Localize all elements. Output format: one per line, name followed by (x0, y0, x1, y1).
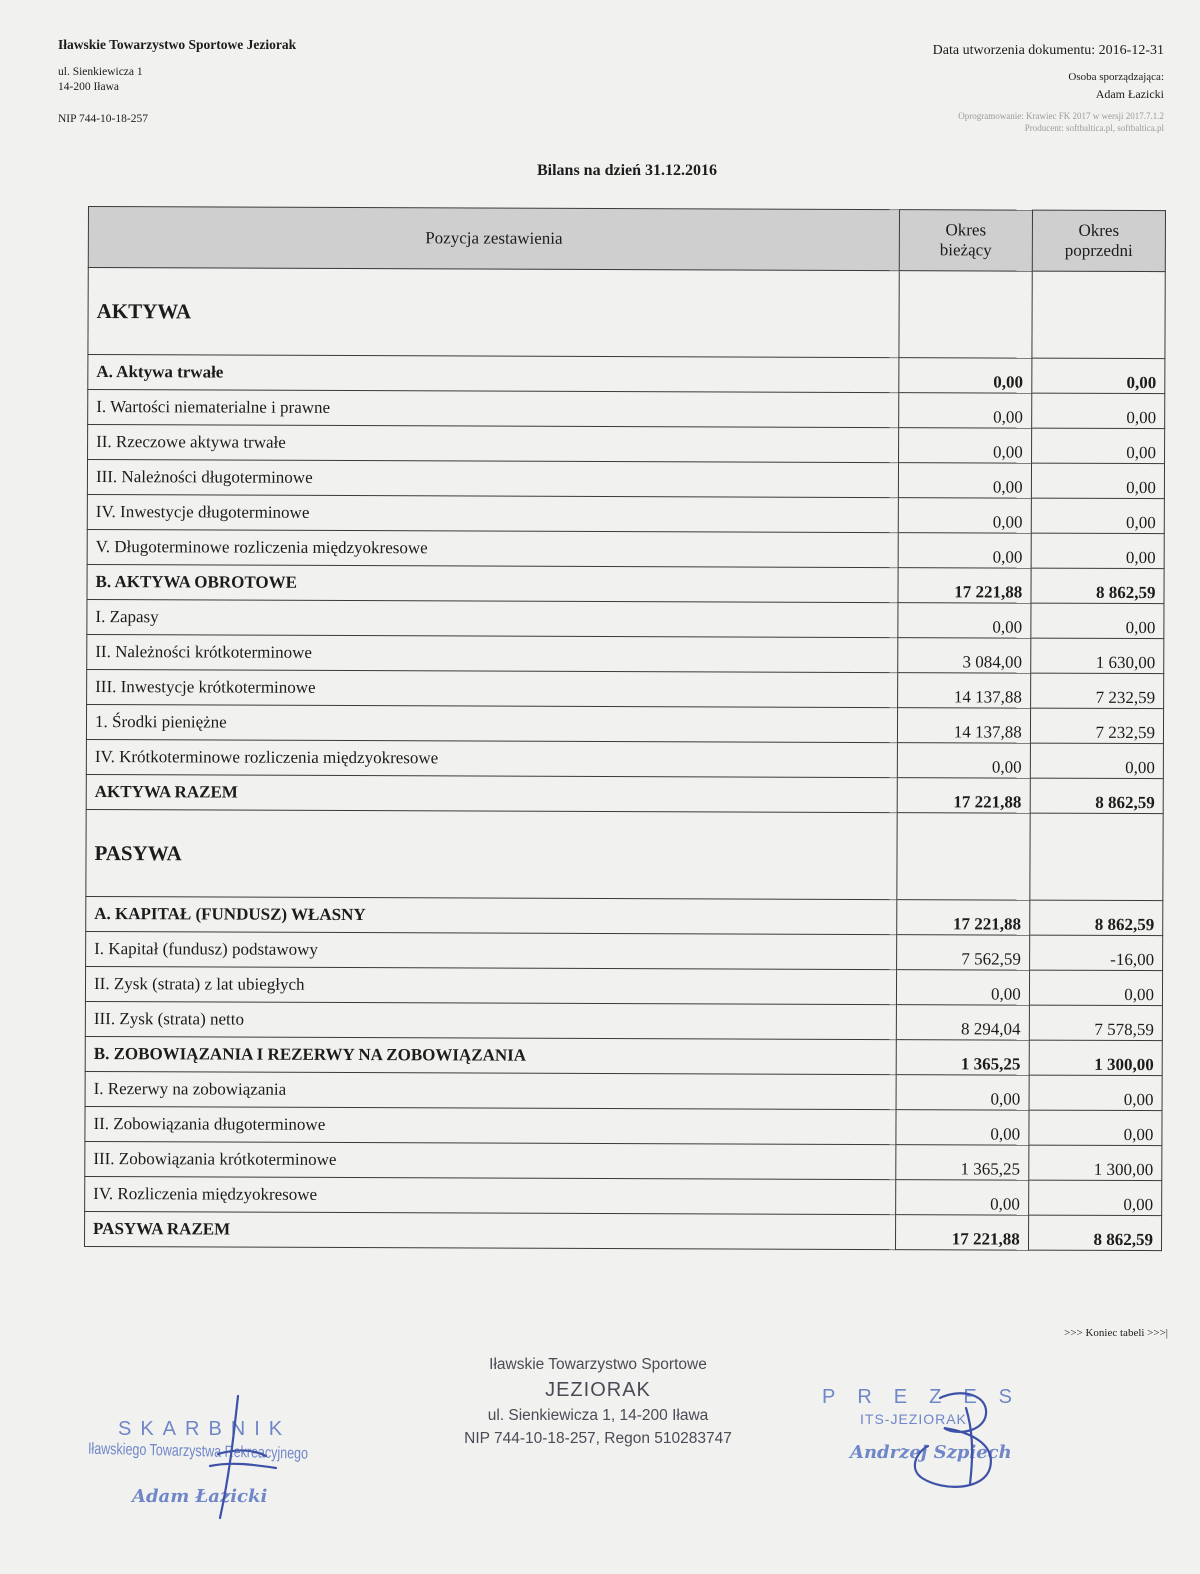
row-previous: 0,00 (1031, 498, 1164, 534)
row-previous: 1 300,00 (1029, 1040, 1162, 1076)
header-previous-line1: Okres (1078, 220, 1120, 240)
header-previous-line2: poprzedni (1064, 240, 1133, 261)
table-row (88, 355, 1165, 394)
row-current: 7 562,59 (897, 935, 1030, 971)
table-row (86, 774, 1163, 813)
row-label: PASYWA RAZEM (85, 1211, 896, 1249)
table-row (85, 1141, 1162, 1180)
row-current: 1 365,25 (896, 1040, 1029, 1076)
row-previous: 0,00 (1029, 970, 1162, 1006)
row-current: 0,00 (898, 498, 1031, 534)
row-previous: 0,00 (1029, 1110, 1162, 1146)
row-previous: 7 578,59 (1029, 1005, 1162, 1041)
table-row (85, 1071, 1162, 1110)
row-label: I. Wartości niematerialne i prawne (88, 390, 899, 428)
treasurer-stamp-name: Adam Łazicki (132, 1486, 268, 1507)
row-current: 0,00 (896, 1075, 1029, 1111)
table-header-row (88, 207, 1165, 272)
table-row (87, 460, 1164, 499)
document-title: Bilans na dzień 31.12.2016 (536, 162, 718, 179)
row-label: II. Zysk (strata) z lat ubiegłych (85, 966, 896, 1004)
row-current: 0,00 (899, 393, 1032, 429)
city-address: 14-200 Iława (58, 81, 119, 93)
treasurer-stamp-title: SKARBNIK (118, 1418, 292, 1440)
row-label: III. Inwestycje krótkoterminowe (87, 669, 898, 707)
row-current: 0,00 (899, 358, 1032, 394)
row-current: 3 084,00 (898, 638, 1031, 674)
row-current: 17 221,88 (897, 778, 1030, 814)
preparer-label: Osoba sporządzająca: (1068, 71, 1164, 83)
row-previous: 8 862,59 (1030, 778, 1163, 814)
row-previous: 0,00 (1029, 1075, 1162, 1111)
row-current: 0,00 (897, 743, 1030, 779)
table-row (87, 634, 1164, 673)
president-signature-icon (900, 1388, 1020, 1498)
row-previous: 0,00 (1028, 1180, 1161, 1216)
row-label: IV. Rozliczenia międzyokresowe (85, 1176, 896, 1214)
row-label: B. AKTYWA OBROTOWE (87, 564, 898, 602)
row-label: IV. Inwestycje długoterminowe (87, 494, 898, 532)
row-label: I. Rezerwy na zobowiązania (85, 1071, 896, 1109)
table-row (88, 390, 1165, 429)
table-row (87, 494, 1164, 533)
row-previous (1032, 271, 1166, 359)
row-label: II. Należności krótkoterminowe (87, 634, 898, 672)
row-label: I. Zapasy (87, 599, 898, 637)
row-current (899, 271, 1032, 359)
balance-table (84, 206, 1166, 1251)
table-row (85, 966, 1162, 1005)
row-label: III. Zobowiązania krótkoterminowe (85, 1141, 896, 1179)
header-current-line2: bieżący (939, 240, 992, 260)
producer-info: Producent: softbaltica.pl, softbaltica.pl (1024, 123, 1164, 133)
row-current: 17 221,88 (896, 1215, 1029, 1251)
row-previous: 8 862,59 (1031, 568, 1164, 604)
row-label: II. Rzeczowe aktywa trwałe (88, 425, 899, 463)
row-current: 1 365,25 (896, 1145, 1029, 1181)
row-current: 17 221,88 (898, 568, 1031, 604)
row-previous: -16,00 (1029, 935, 1162, 971)
table-row (87, 599, 1164, 638)
table-row (85, 1176, 1162, 1215)
row-label: III. Należności długoterminowe (87, 460, 898, 498)
table-row (87, 529, 1164, 568)
table-row (85, 1211, 1162, 1250)
row-label: A. KAPITAŁ (FUNDUSZ) WŁASNY (86, 896, 897, 934)
row-current: 0,00 (899, 428, 1032, 464)
table-row (85, 1106, 1162, 1145)
header-current (899, 210, 1032, 272)
table-row (86, 739, 1163, 778)
president-stamp-name: Andrzej Szpiech (850, 1442, 1012, 1463)
president-stamp-organization: ITS-JEZIORAK (860, 1411, 967, 1427)
row-previous: 0,00 (1031, 393, 1164, 429)
table-row (86, 809, 1163, 900)
table-row (88, 268, 1165, 359)
row-current: 0,00 (898, 533, 1031, 569)
row-previous: 0,00 (1031, 603, 1164, 639)
end-of-table-marker: >>> Koniec tabeli >>>| (1064, 1327, 1168, 1339)
row-label: IV. Krótkoterminowe rozliczenia międzyokresowe (86, 739, 897, 777)
row-label: V. Długoterminowe rozliczenia międzyokresowe (87, 529, 898, 567)
header-position: Pozycja zestawienia (88, 207, 899, 271)
row-current: 17 221,88 (897, 900, 1030, 936)
created-date: 2016-12-31 (1098, 43, 1164, 58)
created-label: Data utworzenia dokumentu: (932, 43, 1096, 58)
treasurer-stamp-organization: Iławskiego Towarzystwa Rekreacyjnego (87, 1439, 309, 1463)
table-row (87, 564, 1164, 603)
row-label: II. Zobowiązania długoterminowe (85, 1106, 896, 1144)
row-label: PASYWA (86, 809, 897, 899)
row-previous: 0,00 (1031, 428, 1164, 464)
row-current: 8 294,04 (896, 1005, 1029, 1041)
stamp-line-registry: NIP 744-10-18-257, Regon 510283747 (464, 1429, 732, 1447)
row-label: AKTYWA RAZEM (86, 774, 897, 812)
row-previous: 8 862,59 (1029, 900, 1162, 936)
row-previous: 0,00 (1032, 358, 1165, 394)
stamp-line-address: ul. Sienkiewicza 1, 14-200 Iława (487, 1407, 709, 1425)
treasurer-signature-icon (180, 1392, 300, 1522)
row-previous: 0,00 (1031, 533, 1164, 569)
row-current: 0,00 (898, 463, 1031, 499)
row-current (897, 813, 1030, 901)
row-current: 0,00 (896, 1180, 1029, 1216)
table-row (87, 669, 1164, 708)
row-label: I. Kapitał (fundusz) podstawowy (86, 931, 897, 969)
street-address: ul. Sienkiewicza 1 (58, 66, 143, 78)
row-current: 0,00 (897, 970, 1030, 1006)
row-previous: 1 300,00 (1029, 1145, 1162, 1181)
organization-stamp (408, 1354, 788, 1450)
row-previous: 7 232,59 (1030, 708, 1163, 744)
row-label: III. Zysk (strata) netto (85, 1001, 896, 1039)
row-previous: 0,00 (1030, 743, 1163, 779)
stamp-line-org: Iławskie Towarzystwo Sportowe (489, 1356, 707, 1373)
row-current: 14 137,88 (898, 708, 1031, 744)
row-current: 14 137,88 (898, 673, 1031, 709)
software-info: Oprogramowanie: Krawiec FK 2017 w wersji 2017.7.1.2 (958, 111, 1164, 121)
table-row (86, 896, 1163, 935)
row-label: B. ZOBOWIĄZANIA I REZERWY NA ZOBOWIĄZANIA (85, 1036, 896, 1074)
header-previous (1032, 210, 1165, 272)
nip-number: NIP 744-10-18-257 (58, 113, 148, 125)
row-current: 0,00 (896, 1110, 1029, 1146)
table-row (86, 931, 1163, 970)
president-stamp-title: PREZES (822, 1386, 1035, 1408)
row-label: AKTYWA (88, 268, 899, 358)
row-previous (1030, 813, 1164, 901)
row-label: A. Aktywa trwałe (88, 355, 899, 393)
row-label: 1. Środki pieniężne (86, 704, 897, 742)
row-current: 0,00 (898, 603, 1031, 639)
table-row (85, 1001, 1162, 1040)
row-previous: 1 630,00 (1030, 638, 1163, 674)
table-row (85, 1036, 1162, 1075)
row-previous: 8 862,59 (1028, 1215, 1161, 1251)
document-created (933, 43, 1164, 59)
stamp-line-name: JEZIORAK (545, 1379, 651, 1402)
table-row (86, 704, 1163, 743)
preparer-name: Adam Łazicki (1095, 87, 1164, 101)
row-previous: 7 232,59 (1030, 673, 1163, 709)
table-row (88, 425, 1165, 464)
header-current-line1: Okres (945, 219, 987, 240)
organization-name: Iławskie Towarzystwo Sportowe Jeziorak (58, 37, 297, 52)
row-previous: 0,00 (1031, 463, 1164, 499)
